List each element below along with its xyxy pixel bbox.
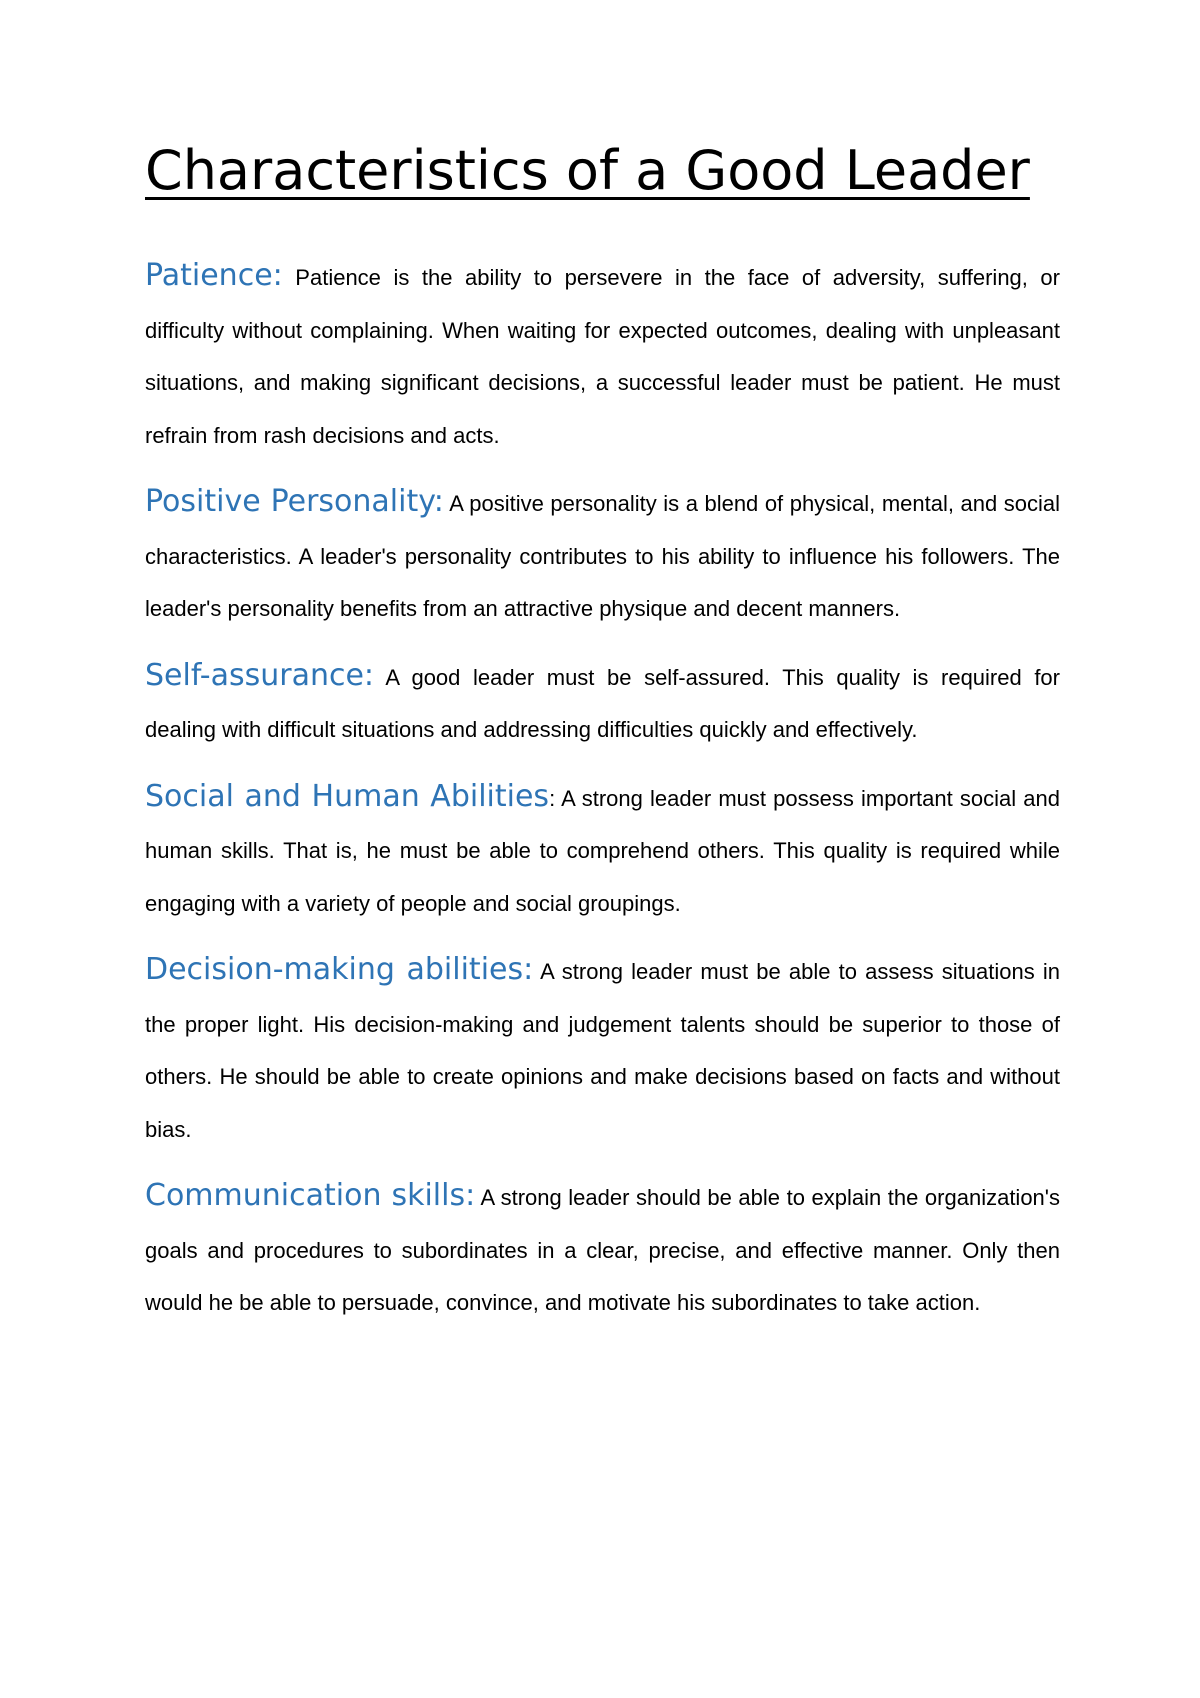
section-heading: Communication skills: [145, 1178, 476, 1213]
section-heading: Self-assurance: [145, 657, 375, 693]
section-positive-personality [145, 476, 1060, 636]
section-body: Patience is the ability to persevere in the face of adversity, suffering, or difficulty without complaining. When waiting for expected outcomes, dealing with unpleasant situations, and making significant decisions, a successful leader must be patient. He must refrain from rash decisions and acts. [145, 265, 1060, 448]
section-self-assurance [145, 650, 1060, 757]
section-communication-skills [145, 1170, 1060, 1330]
section-body: A good leader must be self-assured. This quality is required for dealing with difficult situations and addressing difficulties quickly and effectively. [145, 664, 1060, 742]
section-heading: Social and Human Abilities [145, 778, 550, 814]
document-title: Characteristics of a Good Leader [145, 139, 1030, 202]
section-heading: Decision-making abilities: [145, 952, 534, 987]
section-body: A strong leader should be able to explain the organization's goals and procedures to subordinates in a clear, precise, and effective manner. Only then would he be able to persuade, convince, and motivate his subordinates to take action. [145, 1185, 1060, 1315]
section-decision-making [145, 944, 1060, 1156]
section-patience [145, 250, 1060, 462]
section-social-human-abilities [145, 771, 1060, 931]
sections-container [145, 250, 1060, 1344]
section-heading: Positive Personality: [145, 484, 444, 519]
section-body: A strong leader must be able to assess situations in the proper light. His decision-making and judgement talents should be superior to those of others. He should be able to create opinions and make decisions based on facts and without bias. [145, 959, 1060, 1142]
section-body: : A strong leader must possess important social and human skills. That is, he must be able to comprehend others. This quality is required while engaging with a variety of people and social groupings. [145, 785, 1060, 916]
section-heading: Patience: [145, 258, 283, 293]
section-body: A positive personality is a blend of physical, mental, and social characteristics. A leader's personality contributes to his ability to influence his followers. The leader's personality benefits from an attractive physique and decent manners. [145, 491, 1060, 621]
